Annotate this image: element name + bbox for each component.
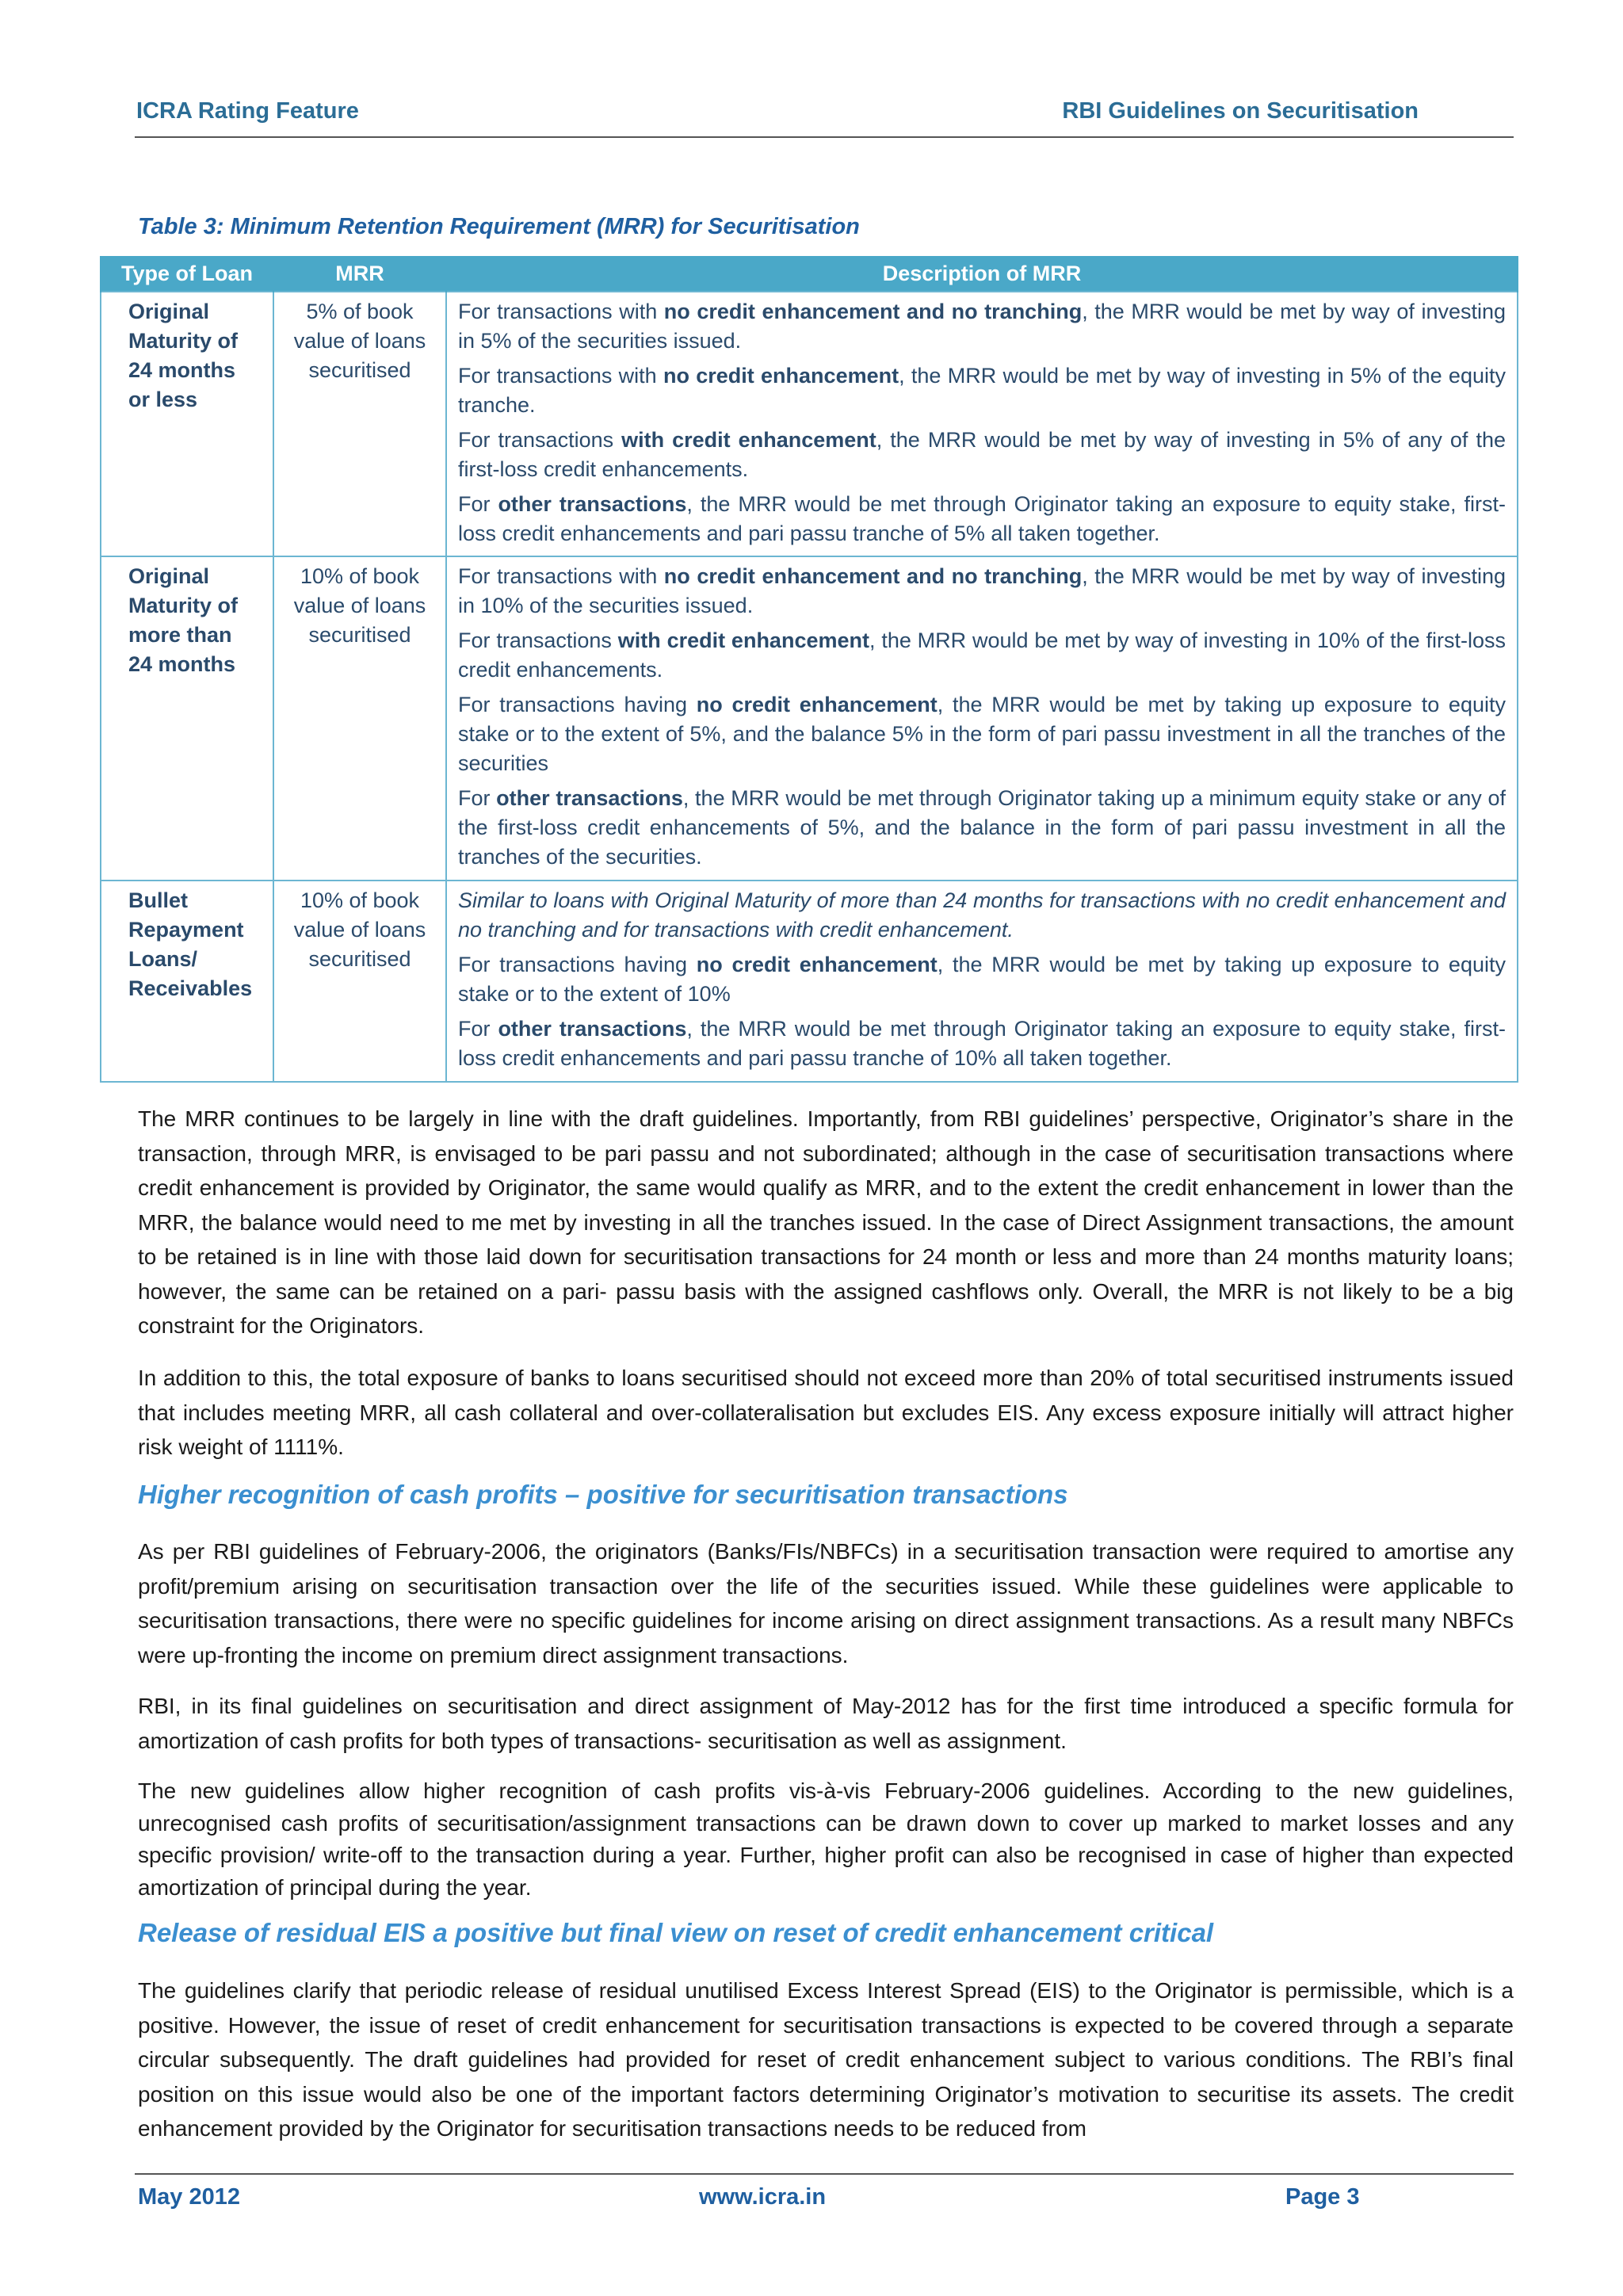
description-item: For transactions with credit enhancement, the MRR would be met by way of investing in 5% of any of the first-loss credit enhancements. [458,428,1506,481]
loan-type-cell: Original Maturity of 24 months or less [101,292,273,556]
paragraph-mrr-summary: The MRR continues to be largely in line with the draft guidelines. Importantly, from RBI guidelines’ perspective, Originator’s share in the transaction, through MRR, is envisaged to be pari passu and not subordinated; although in the case of securitisation transactions where credit enhancement is provided by Originator, the same would qualify as MRR, and to the extent the credit enhancement in lower than the MRR, the balance would need to me met by investing in all the tranches issued. In the case of Direct Assignment transactions, the amount to be retained is in line with those laid down for securitisation transactions for 24 month or less and more than 24 months maturity loans; however, the same can be retained on a pari- passu basis with the assigned cashflows only. Overall, the MRR is not likely to be a big constraint for the Originators. [138,1106,1514,1338]
description-item: For transactions having no credit enhancement, the MRR would be met by taking up exposure to equity stake or to the extent of 5%, and the balance 5% in the form of pari passu investment in all the tranches of the securities [458,693,1506,775]
section-heading-residual-eis: Release of residual EIS a positive but final view on reset of credit enhancement critical [138,1918,1214,1947]
page-footer [135,2173,1514,2214]
description-item: Similar to loans with Original Maturity of more than 24 months for transactions with no credit enhancement and no tranching and for transactions with credit enhancement. [458,888,1506,942]
paragraph-feb-2006: As per RBI guidelines of February-2006, the originators (Banks/FIs/NBFCs) in a securitisation transaction were required to amortise any profit/premium arising on securitisation transaction over the life of the securities issued. While these guidelines were applicable to securitisation transactions, there were no specific guidelines for income arising on direct assignment transactions. As a result many NBFCs were up-fronting the income on premium direct assignment transactions. [138,1539,1514,1668]
mrr-cell: 5% of book value of loans securitised [273,292,446,556]
description-item: For transactions having no credit enhancement, the MRR would be met by taking up exposure to equity stake or to the extent of 10% [458,953,1506,1006]
mrr-cell: 10% of book value of loans securitised [273,881,446,1082]
section-heading-cash-profits: Higher recognition of cash profits – positive for securitisation transactions [138,1480,1068,1509]
footer-website-link[interactable]: www.icra.in [699,2184,827,2210]
header-left: ICRA Rating Feature [136,98,359,124]
description-cell [446,292,1518,556]
column-header: Type of Loan [101,256,273,292]
footer-page-number: Page 3 [1285,2184,1360,2210]
description-item: For other transactions, the MRR would be met through Originator taking an exposure to equity stake, first-loss credit enhancements and pari passu tranche of 5% all taken together. [458,492,1506,545]
table-row [101,881,1518,1082]
description-cell [446,881,1518,1082]
paragraph-eis: The guidelines clarify that periodic release of residual unutilised Excess Interest Spread (EIS) to the Originator is permissible, which is a positive. However, the issue of reset of credit enhancement for securitisation transactions is expected to be covered through a separate circular subsequently. The draft guidelines had provided for reset of credit enhancement subject to various conditions. The RBI’s final position on this issue would also be one of the important factors determining Originator’s motivation to securitise its assets. The credit enhancement provided by the Originator for securitisation transactions needs to be reduced from [138,1978,1514,2141]
description-item: For transactions with no credit enhancement, the MRR would be met by way of investing in 5% of the equity tranche. [458,364,1506,417]
loan-type-cell: Original Maturity of more than 24 months [101,556,273,881]
loan-type-cell: Bullet Repayment Loans/ Receivables [101,881,273,1082]
header-right: RBI Guidelines on Securitisation [1062,98,1419,124]
paragraph-new-guidelines: The new guidelines allow higher recognition of cash profits vis-à-vis February-2006 guidelines. According to the new guidelines, unrecognised cash profits of securitisation/assignment transactions can be drawn down to cover up marked to market losses and any specific provision/ write-off to the transaction during a year. Further, higher profit can also be recognised in case of higher than expected amortization of principal during the year. [138,1778,1514,1900]
description-item: For transactions with no credit enhancement and no tranching, the MRR would be met by way of investing in 10% of the securities issued. [458,564,1507,617]
footer-date: May 2012 [138,2184,240,2210]
description-item: For transactions with no credit enhancement and no tranching, the MRR would be met by way of investing in 5% of the securities issued. [458,300,1507,353]
description-item: For other transactions, the MRR would be met through Originator taking up a minimum equity stake or any of the first-loss credit enhancements of 5%, and the balance in the form of pari passu investment in all the tranches of the securities. [458,786,1506,869]
mrr-cell: 10% of book value of loans securitised [273,556,446,881]
table-header-row [101,256,1518,292]
table-row [101,556,1518,881]
column-header: MRR [273,256,446,292]
paragraph-may-2012: RBI, in its final guidelines on securitisation and direct assignment of May-2012 has for the first time introduced a specific formula for amortization of cash profits for both types of transactions- securitisation as well as assignment. [138,1694,1514,1753]
page-header [135,95,1514,138]
description-cell [446,556,1518,881]
mrr-table [100,256,1518,1083]
description-item: For transactions with credit enhancement, the MRR would be met by way of investing in 10% of the first-loss credit enhancements. [458,628,1506,682]
table-caption: Table 3: Minimum Retention Requirement (MRR) for Securitisation [138,214,860,239]
column-header: Description of MRR [446,256,1518,292]
table-row [101,292,1518,556]
paragraph-exposure: In addition to this, the total exposure of banks to loans securitised should not exceed more than 20% of total securitised instruments issued that includes meeting MRR, all cash collateral and over-collateralisation but excludes EIS. Any excess exposure initially will attract higher risk weight of 1111%. [138,1366,1514,1459]
description-item: For other transactions, the MRR would be met through Originator taking an exposure to equity stake, first-loss credit enhancements and pari passu tranche of 10% all taken together. [458,1017,1506,1070]
